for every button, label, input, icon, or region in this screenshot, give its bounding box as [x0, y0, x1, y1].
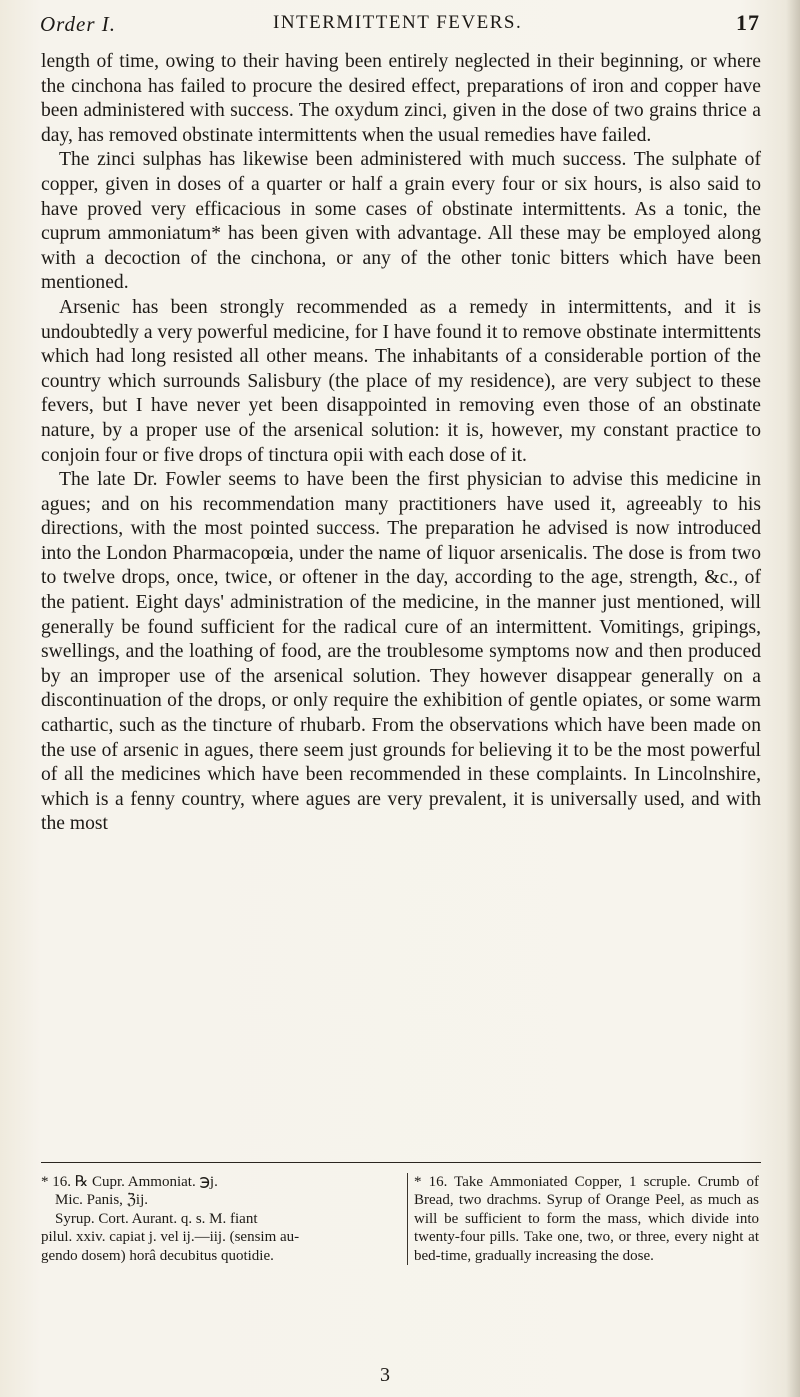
footnote-line: * 16. ℞ Cupr. Ammoniat. ℈j.	[41, 1174, 218, 1190]
running-header	[40, 6, 760, 46]
page-number: 17	[736, 10, 760, 35]
footnote-rule	[41, 1162, 761, 1163]
footnote-text: * 16. Take Ammoniated Copper, 1 scruple. Crumb of Bread, two drachms. Syrup of Orange Peel, as much as will be sufficient to form the mass, which divide into twenty-four pills. Take one, two, or three, every night at bed-time, gradually increasing the dose.	[414, 1174, 759, 1264]
paragraph: The zinci sulphas has likewise been administered with much success. The sulphate of copper, given in doses of a quarter or half a grain every four or six hours, is also said to have proved very efficacious in some cases of obstinate intermittents. As a tonic, the cuprum ammoniatum* has been given with advantage. All these may be employed along with a decoction of the cinchona, or any of the other tonic bitters which have been mentioned.	[41, 149, 761, 294]
footnote-english	[407, 1173, 759, 1265]
paragraph: Arsenic has been strongly recommended as a remedy in intermittents, and it is undoubtedly a very powerful medicine, for I have found it to remove obstinate intermittents which had long resisted all other means. The inhabitants of a considerable portion of the country which surrounds Salisbury (the place of my residence), are very subject to these fevers, but I have never yet been disappointed in removing even those of an obstinate nature, by a proper use of the arsenical solution: it is, however, my constant practice to conjoin four or five drops of tinctura opii with each dose of it.	[41, 296, 761, 466]
footnote-line: gendo dosem) horâ decubitus quotidie.	[41, 1247, 274, 1264]
footnotes	[41, 1173, 761, 1363]
main-text	[41, 50, 761, 837]
page-edge-shadow	[786, 0, 800, 1397]
footnote-line: pilul. xxiv. capiat j. vel ij.—iij. (sensim au-	[41, 1229, 300, 1246]
paragraph: length of time, owing to their having been entirely neglected in their beginning, or where the cinchona has failed to procure the desired effect, preparations of iron and copper have been administered with success. The oxydum zinci, given in the dose of two grains thrice a day, has removed obstinate intermittents when the usual remedies have failed.	[41, 51, 761, 146]
footnote-latin	[41, 1173, 393, 1265]
footnote-line: Mic. Panis, ℨij.	[55, 1192, 148, 1209]
header-order: Order I.	[40, 12, 117, 36]
signature-mark: 3	[380, 1364, 390, 1386]
header-title: INTERMITTENT FEVERS.	[273, 12, 523, 33]
paragraph: The late Dr. Fowler seems to have been the first physician to advise this medicine in agues; and on his recommendation many practitioners have used it, agreeably to his directions, with the most pointed success. The preparation he advised is now introduced into the London Pharmacopœia, under the name of liquor arsenicalis. The dose is from two to twelve drops, once, twice, or oftener in the day, according to the age, strength, &c., of the patient. Eight days' administration of the medicine, in the manner just mentioned, will generally be found sufficient for the radical cure of an intermittent. Vomitings, gripings, swellings, and the loathing of food, are the troublesome symptoms now and then produced by an improper use of the arsenical solution. They however disappear generally on a discontinuation of the drops, or only require the exhibition of gentle opiates, or some warm cathartic, such as the tincture of rhubarb. From the observations which have been made on the use of arsenic in agues, there seem just grounds for believing it to be the most powerful of all the medicines which have been recommended in these complaints. In Lincolnshire, which is a fenny country, where agues are very prevalent, it is universally used, and with the most	[41, 469, 761, 835]
footnote-line: Syrup. Cort. Aurant. q. s. M. fiant	[55, 1210, 258, 1227]
